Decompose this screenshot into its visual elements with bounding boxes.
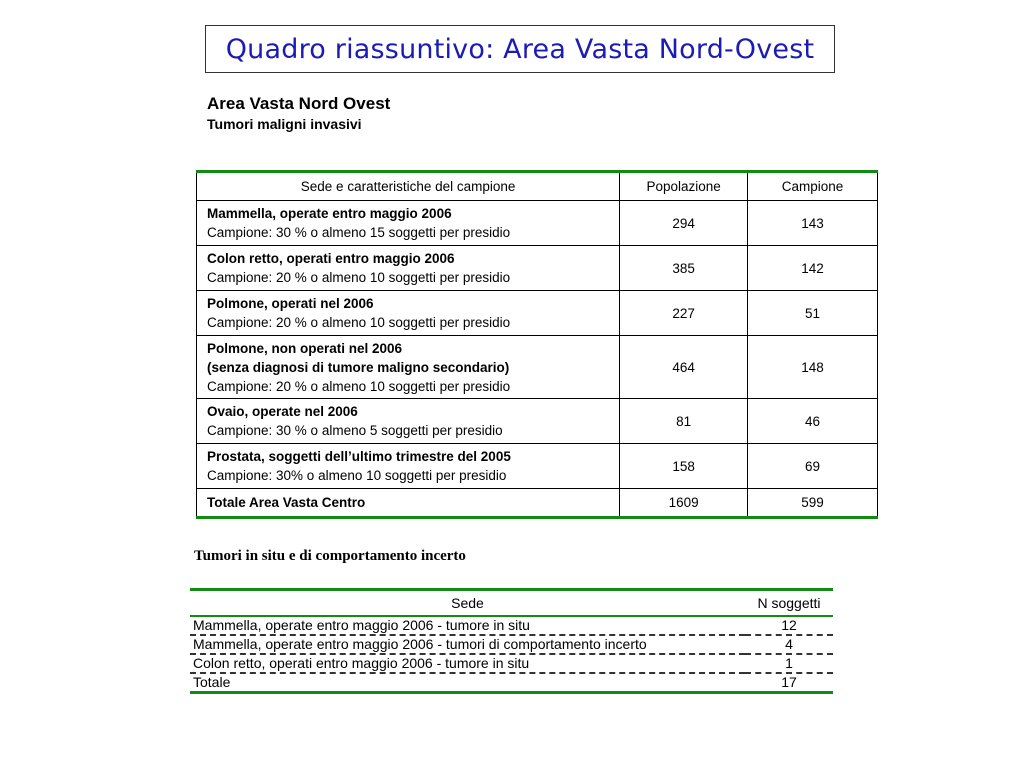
row-popolazione: 464 bbox=[620, 336, 748, 399]
row-n: 4 bbox=[745, 635, 833, 654]
row-description bbox=[197, 399, 620, 444]
total-popolazione: 1609 bbox=[620, 489, 748, 518]
row-description bbox=[197, 246, 620, 291]
row-n: 1 bbox=[745, 654, 833, 673]
row-campione: 51 bbox=[748, 291, 878, 336]
table-header-row bbox=[190, 590, 833, 617]
table-row bbox=[197, 444, 878, 489]
row-popolazione: 81 bbox=[620, 399, 748, 444]
total-label: Totale Area Vasta Centro bbox=[197, 489, 620, 518]
table-header-row bbox=[197, 172, 878, 201]
row-sample-rule: Campione: 30 % o almeno 15 soggetti per presidio bbox=[207, 225, 511, 240]
row-sede: Colon retto, operati entro maggio 2006 - tumore in situ bbox=[190, 654, 745, 673]
row-campione: 143 bbox=[748, 201, 878, 246]
invasive-tumors-table bbox=[196, 170, 878, 519]
header-sede: Sede e caratteristiche del campione bbox=[197, 172, 620, 201]
row-sample-rule: Campione: 30% o almeno 10 soggetti per presidio bbox=[207, 468, 507, 483]
row-sede: Mammella, operate entro maggio 2006 - tumore in situ bbox=[190, 616, 745, 635]
table-row bbox=[197, 399, 878, 444]
row-description bbox=[197, 201, 620, 246]
table-row bbox=[197, 246, 878, 291]
row-title-note: (senza diagnosi di tumore maligno secondario) bbox=[207, 359, 510, 375]
table-row bbox=[197, 201, 878, 246]
table-row bbox=[197, 291, 878, 336]
row-campione: 148 bbox=[748, 336, 878, 399]
row-campione: 46 bbox=[748, 399, 878, 444]
row-title: Mammella, operate entro maggio 2006 bbox=[207, 206, 452, 221]
row-n: 12 bbox=[745, 616, 833, 635]
title-box bbox=[205, 25, 835, 73]
section-title-in-situ: Tumori in situ e di comportamento incerto bbox=[194, 548, 466, 564]
row-description bbox=[197, 444, 620, 489]
row-sample-rule: Campione: 20 % o almeno 10 soggetti per presidio bbox=[207, 270, 511, 285]
row-popolazione: 227 bbox=[620, 291, 748, 336]
row-popolazione: 385 bbox=[620, 246, 748, 291]
in-situ-table bbox=[190, 588, 833, 694]
row-title: Prostata, soggetti dell’ultimo trimestre del 2005 bbox=[207, 449, 511, 464]
total-row bbox=[197, 489, 878, 518]
total-campione: 599 bbox=[748, 489, 878, 518]
row-description bbox=[197, 291, 620, 336]
table-row bbox=[190, 654, 833, 673]
header-campione: Campione bbox=[748, 172, 878, 201]
total-row bbox=[190, 673, 833, 693]
row-title: Ovaio, operate nel 2006 bbox=[207, 404, 358, 419]
row-sample-rule: Campione: 20 % o almeno 10 soggetti per presidio bbox=[207, 315, 511, 330]
table-row bbox=[190, 616, 833, 635]
header-sede: Sede bbox=[190, 590, 745, 617]
header-popolazione: Popolazione bbox=[620, 172, 748, 201]
page-title: Quadro riassuntivo: Area Vasta Nord-Ovest bbox=[225, 33, 815, 65]
row-sede: Mammella, operate entro maggio 2006 - tumori di comportamento incerto bbox=[190, 635, 745, 654]
subheading-tumor-type: Tumori maligni invasivi bbox=[207, 116, 362, 132]
subheading bbox=[207, 94, 390, 134]
row-sede: Totale bbox=[193, 674, 231, 690]
table-row bbox=[190, 635, 833, 654]
row-campione: 69 bbox=[748, 444, 878, 489]
row-campione: 142 bbox=[748, 246, 878, 291]
row-sample-rule: Campione: 30 % o almeno 5 soggetti per presidio bbox=[207, 423, 503, 438]
row-popolazione: 294 bbox=[620, 201, 748, 246]
row-popolazione: 158 bbox=[620, 444, 748, 489]
row-description bbox=[197, 336, 620, 399]
header-n-soggetti: N soggetti bbox=[745, 590, 833, 617]
row-n: 17 bbox=[781, 674, 797, 690]
row-sample-rule: Campione: 20 % o almeno 10 soggetti per presidio bbox=[207, 378, 511, 394]
row-title: Colon retto, operati entro maggio 2006 bbox=[207, 251, 455, 266]
table-row bbox=[197, 336, 878, 399]
row-title: Polmone, operati nel 2006 bbox=[207, 296, 374, 311]
subheading-area: Area Vasta Nord Ovest bbox=[207, 94, 391, 113]
row-title: Polmone, non operati nel 2006 bbox=[207, 340, 403, 356]
